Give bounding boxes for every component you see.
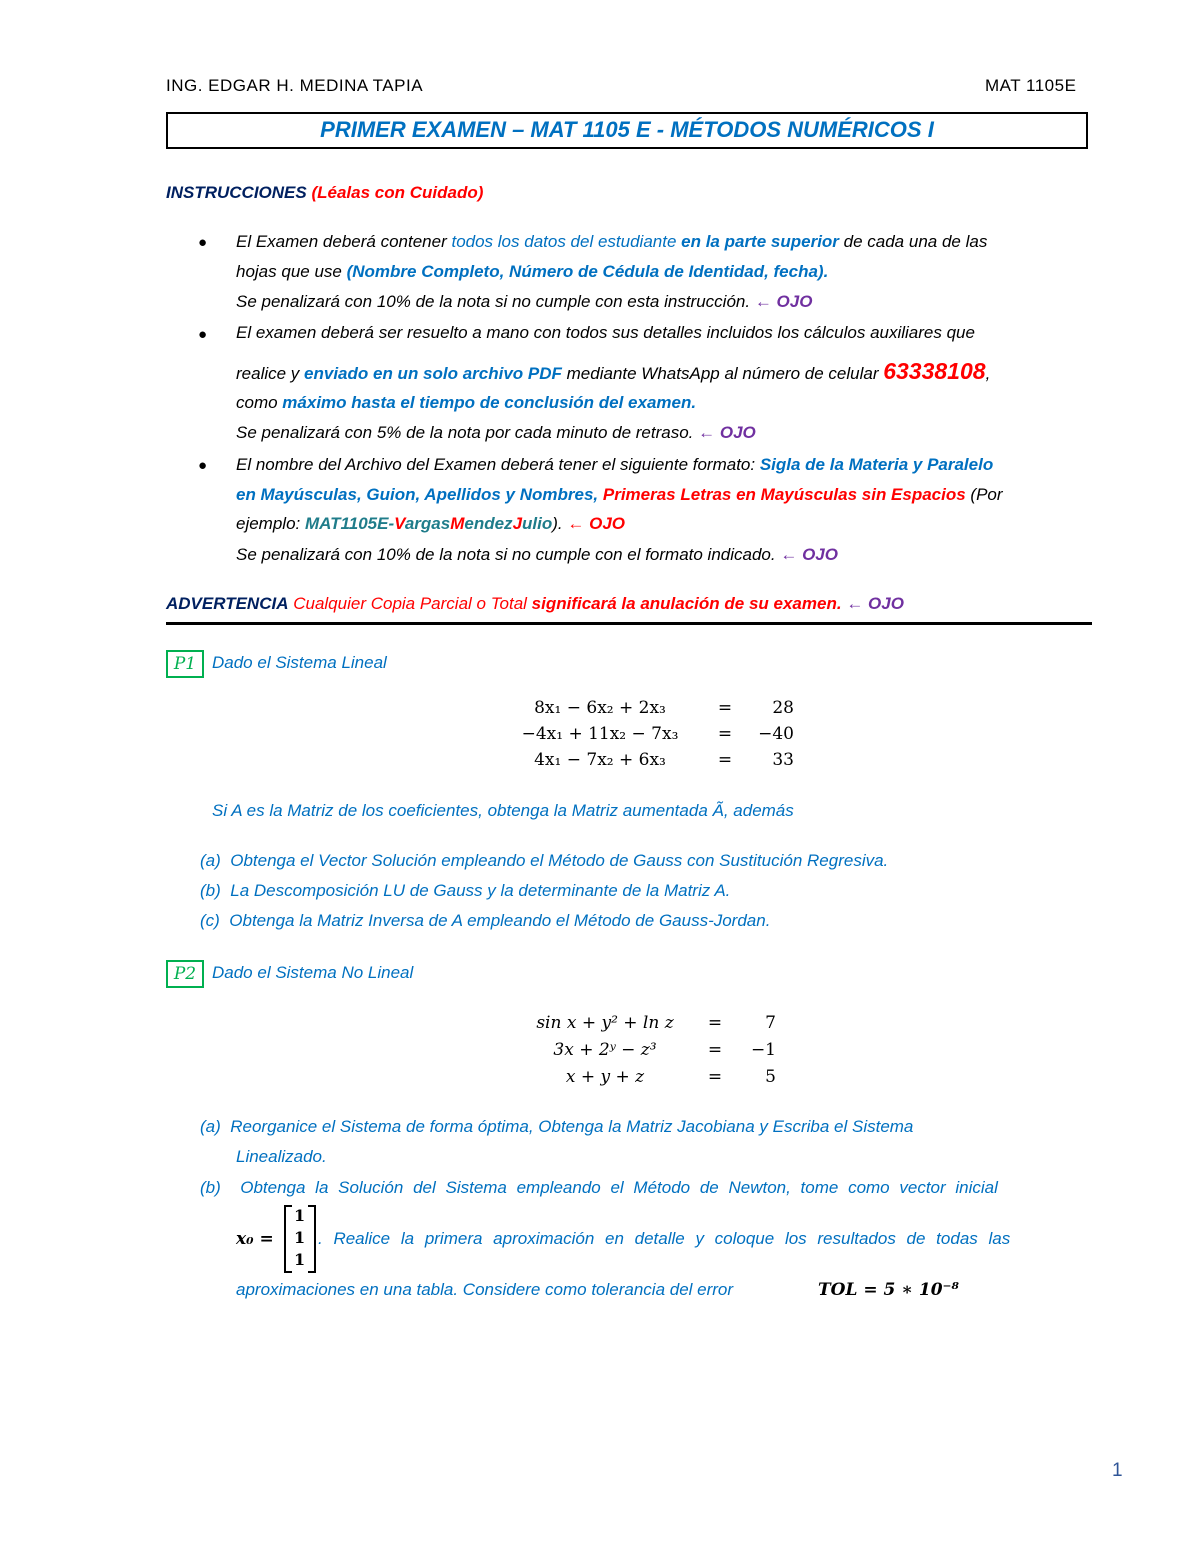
equation-rhs: 28 [772, 698, 794, 718]
equation-rhs: −40 [758, 724, 794, 744]
problem-1-badge: P1 [166, 650, 204, 678]
ojo-marker: ← OJO [846, 594, 904, 613]
header-course-code: MAT 1105E [985, 76, 1077, 95]
bullet-3-line-3: ejemplo: MAT1105E-VargasMendezJulio). ← OJO [236, 514, 625, 533]
bracket-right [308, 1205, 316, 1273]
instructions-label: INSTRUCCIONES [166, 183, 307, 202]
problem-1-item-b: (b) La Descomposición LU de Gauss y la determinante de la Matriz A. [200, 881, 731, 900]
warning-label: ADVERTENCIA [166, 594, 289, 613]
bullet-3-line-1: El nombre del Archivo del Examen deberá tener el siguiente formato: Sigla de la Materia y Paralelo [236, 455, 994, 474]
problem-2-item-b-line-1: (b) Obtenga la Solución del Sistema empleando el Método de Newton, tome como vector inicial [200, 1178, 998, 1197]
warning-line: ADVERTENCIA Cualquier Copia Parcial o Total significará la anulación de su examen. ← OJO [166, 594, 904, 613]
equation-lhs: 3x + 2ʸ − z³ [553, 1040, 657, 1060]
equation-relation: = [717, 724, 733, 744]
ojo-marker: ← OJO [780, 545, 838, 564]
equation-relation: = [717, 750, 733, 770]
ojo-marker: ← OJO [698, 423, 756, 442]
bullet-2-line-3: como máximo hasta el tiempo de conclusión del examen. [236, 393, 697, 412]
x0-entry: 1 [294, 1250, 306, 1269]
equation-lhs: 4x₁ − 7x₂ + 6x₃ [534, 750, 666, 770]
x0-entry: 1 [294, 1228, 306, 1247]
instructions-note: (Léalas con Cuidado) [311, 183, 484, 202]
bullet-1-line-3: Se penalizará con 10% de la nota si no cumple con esta instrucción. ← OJO [236, 292, 813, 311]
bullet-dot: ● [198, 457, 208, 474]
header-author: ING. EDGAR H. MEDINA TAPIA [166, 76, 424, 95]
problem-2-intro: Dado el Sistema No Lineal [212, 963, 414, 982]
section-divider [166, 622, 1092, 625]
equation-lhs: sin x + y² + ln z [536, 1013, 674, 1033]
bracket-left [284, 1205, 292, 1273]
equation-lhs: −4x₁ + 11x₂ − 7x₃ [521, 724, 679, 744]
problem-2-item-b-line-2: . Realice la primera aproximación en detalle y coloque los resultados de todas las [318, 1229, 1011, 1248]
bullet-3-line-2: en Mayúsculas, Guion, Apellidos y Nombres, Primeras Letras en Mayúsculas sin Espacios (Por [236, 485, 1003, 504]
phone-number: 63338108 [883, 358, 986, 384]
title-box [166, 112, 1088, 149]
problem-2-item-a-line-1: (a) Reorganice el Sistema de forma óptima, Obtenga la Matriz Jacobiana y Escriba el Sistema [200, 1117, 914, 1136]
problem-2-item-a-line-2: Linealizado. [236, 1147, 327, 1166]
equation-rhs: −1 [750, 1040, 776, 1060]
instructions-heading [166, 183, 483, 203]
x0-entry: 1 [294, 1206, 306, 1225]
ojo-marker: ← OJO [567, 514, 625, 533]
problem-1-item-c: (c) Obtenga la Matriz Inversa de A empleando el Método de Gauss-Jordan. [200, 911, 771, 930]
x0-vector [284, 1205, 318, 1273]
equation-rhs: 5 [765, 1067, 776, 1087]
problem-1-intro: Dado el Sistema Lineal [212, 653, 387, 672]
bullet-2-line-1: El examen deberá ser resuelto a mano con todos sus detalles incluidos los cálculos auxiliares que [236, 323, 975, 342]
equation-relation: = [707, 1013, 723, 1033]
equation-relation: = [707, 1040, 723, 1060]
bullet-dot: ● [198, 234, 208, 251]
problem-2-item-b-line-3: aproximaciones en una tabla. Considere como tolerancia del error [236, 1280, 734, 1299]
equation-rhs: 7 [765, 1013, 776, 1033]
equation-lhs: 8x₁ − 6x₂ + 2x₃ [534, 698, 666, 718]
bullet-3-line-4: Se penalizará con 10% de la nota si no cumple con el formato indicado. ← OJO [236, 545, 838, 564]
equation-lhs: x + y + z [565, 1067, 645, 1087]
problem-2-badge: P2 [166, 960, 204, 988]
problem-1-statement: Si A es la Matriz de los coeficientes, obtenga la Matriz aumentada Ã, además [212, 801, 794, 820]
x0-label: x₀ = [236, 1229, 274, 1249]
bullet-2-line-2: realice y enviado en un solo archivo PDF mediante WhatsApp al número de celular 63338108, [236, 358, 991, 384]
bullet-2-line-4: Se penalizará con 5% de la nota por cada minuto de retraso. ← OJO [236, 423, 756, 442]
bullet-dot: ● [198, 326, 208, 343]
tolerance-value: TOL = 5 ∗ 10⁻⁸ [818, 1280, 959, 1300]
problem-1-item-a: (a) Obtenga el Vector Solución empleando el Método de Gauss con Sustitución Regresiva. [200, 851, 889, 870]
bullet-1-line-1: El Examen deberá contener todos los datos del estudiante en la parte superior de cada una de las [236, 232, 988, 251]
page-title: PRIMER EXAMEN – MAT 1105 E - MÉTODOS NUMÉRICOS I [320, 117, 934, 142]
equation-rhs: 33 [772, 750, 794, 770]
page-number: 1 [1112, 1460, 1123, 1481]
bullet-1-line-2: hojas que use (Nombre Completo, Número de Cédula de Identidad, fecha). [236, 262, 829, 281]
equation-relation: = [717, 698, 733, 718]
ojo-marker: ← OJO [754, 292, 813, 311]
equation-relation: = [707, 1067, 723, 1087]
